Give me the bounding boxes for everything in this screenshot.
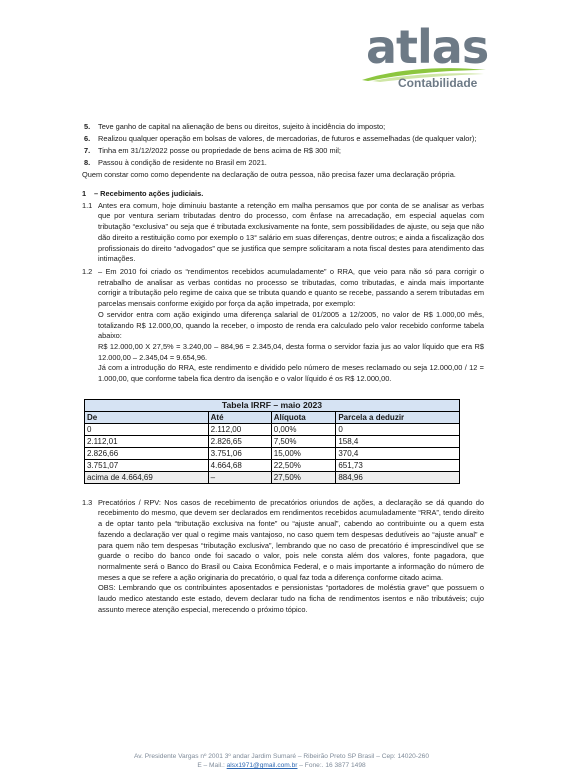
item-1-2: 1.2 – Em 2010 foi criado os “rendimentos recebidos acumuladamente” o RRA, que veio para não só para corrigir o retrabalho de analisar as verbas contidas no processo se tributadas, como tributadas, e ainda mais importante corrigir a tributação pelo regime de caixa que se tributa quando e quanto se recebe, passando a serem tributadas em parcelas mensais conforme exigido por força da ação impetrada, por exemplo: O servidor entra com ação exigindo uma diferença salarial de 01/2005 a 12/2005, no valor de R$ 1.000,00 mês, totalizando R$ 12.000,00, quando la receber, o imposto de renda era calculado pelo valor recebido conforme tabela abaixo: R$ 12.000,00 X 27,5% = 3.240,00 – 884,96 = 2.345,04, desta forma o servidor fazia jus ao valor líquido que era R$ 12.000,00 – 2.345,04 = 9.654,96. Já com a introdução do RRA, este rendimento e dividido pelo número de meses reclamado ou seja 12.000,00 / 12 = 1.000,00, que conforme tabela fica dentro da isenção e o valor líquido é os R$ 12.000,00. [82,267,484,384]
table-row: 2.112,01 2.826,65 7,50% 158,4 [85,435,460,447]
table-row: 2.826,66 3.751,06 15,00% 370,4 [85,447,460,459]
requirements-list [82,122,484,169]
table-row: 3.751,07 4.664,68 22,50% 651,73 [85,459,460,471]
table-caption: Tabela IRRF – maio 2023 [85,399,460,411]
atlas-logo [358,22,488,94]
table-row: 0 2.112,00 0,00% 0 [85,423,460,435]
document-body [82,122,484,617]
email-link[interactable]: alsx1971@gmail.com.br [226,762,298,769]
footer-contact: E – Mail.: alsx1971@gmail.com.br – Fone:. 16 3877 1498 [197,762,366,769]
logo-word: atlas [366,20,489,74]
list-item: 7. Tinha em 31/12/2022 posse ou propriedade de bens acima de R$ 300 mil; [84,146,341,156]
item-1-1: 1.1 Antes era comum, hoje diminuiu bastante a retenção em malha pensamos que por conta de se analisar as verbas que por ventura seriam tributadas dentro do processo, com ênfase na arrecadação, em especial aquelas com tributação “exclusiva” ou seja que é tributada exclusivamente na fonte, sem possibilidades de ajuste, ou seja que não dão direito a restituição como por exemplo o 13° salário em suas diferenças, dentre outros; e ainda a fiscalização dos profissionais do direito “advogados” que se justifica que sempre solicitaram a nota fiscal destes para atendimento das intimações. [82,200,484,264]
item-1-3: 1.3 Precatórios / RPV: Nos casos de recebimento de precatórios oriundos de ações, a declaração se dá quando do recebimento do mesmo, que devem ser declarados em rendimentos recebidos acumuladamente “RRA”, tendo direito a de optar tanto pela “tributação exclusiva na fonte” ou “ajuste anual”, cabendo ao contribuinte ou a quem esta fazendo a declaração ver qual o regime mais vantajoso, no caso quem tem despesas dedutíveis ao “ajuste anual” e para quem não tem despesas “tributação exclusiva”, lembrando que no caso de precatório é imprescindível que se guarde o recibo do banco onde foi sacado o valor, pois nele consta além dos valores, fonte pagadora, que normalmente será o Banco do Brasil ou Caixa Econômica Federal, e o mais importante a informação do número de meses a que se refere a ação originaria do precatório, o qual faz toda a diferença conforme citado acima. OBS: Lembrando que os contribuintes aposentados e pensionistas “portadores de moléstia grave” que possuem o laudo medico atestando este estado, devem declarar tudo na ficha de rendimentos isentos e não tributáveis; cujo assunto merece atenção especial, merecendo o próximo tópico. [82,497,484,614]
list-item: 8. Passou à condição de residente no Brasil em 2021. [84,158,267,168]
list-item: 6. Realizou qualquer operação em bolsas de valores, de mercadorias, de futuros e assemelhadas (de qualquer valor); [84,134,477,144]
irrf-table [84,399,460,484]
logo-subtitle: Contabilidade [398,76,478,90]
footer-address: Av. Presidente Vargas nº 2001 3º andar Jardim Sumaré – Ribeirão Preto SP Brasil – Cep: 14020-260 [134,753,429,760]
page-footer [0,752,563,770]
dependent-note: Quem constar como como dependente na declaração de outra pessoa, não precisa fazer uma declaração própria. [82,170,456,180]
table-row: acima de 4.664,69 – 27,50% 884,96 [85,471,460,483]
list-item: 5. Teve ganho de capital na alienação de bens ou direitos, sujeito à incidência do imposto; [84,122,386,131]
table-header-row: De Até Alíquota Parcela a deduzir [85,411,460,423]
section-heading: 1 – Recebimento ações judiciais. [82,189,204,199]
